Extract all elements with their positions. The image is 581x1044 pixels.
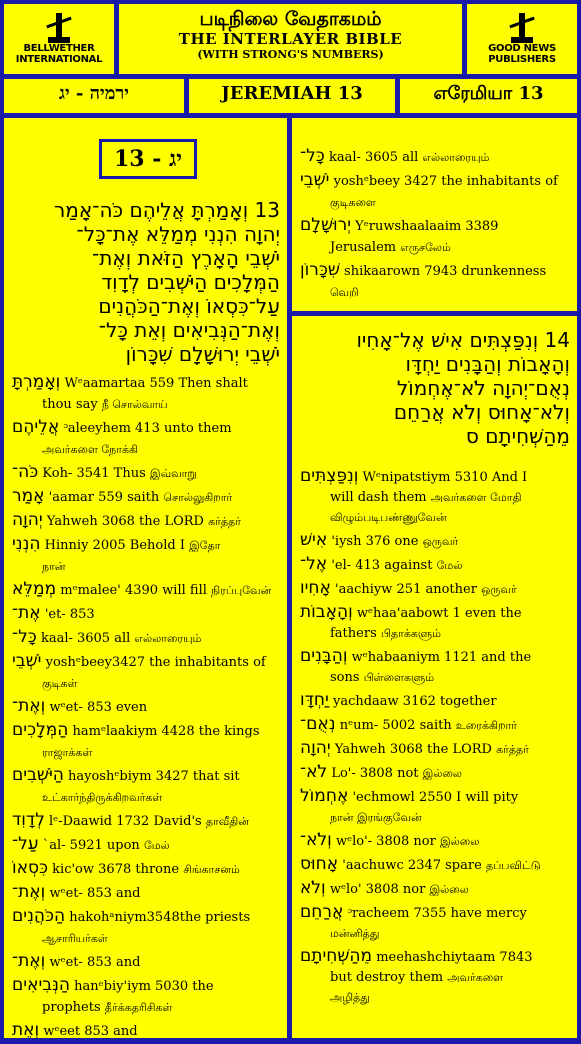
word-entry (300, 738, 572, 760)
hebrew-word: וְלֹא־ (300, 830, 332, 850)
hebrew-word: אָמַר (12, 486, 45, 506)
verse-line: 14 וְנִפַּצְתִּים אִישׁ אֶל־אָחִיו (356, 328, 570, 352)
transliteration: Wᵉaamartaa 559 Then shalt (64, 376, 248, 391)
title-panel (119, 4, 462, 74)
english-gloss: but destroy them (330, 970, 448, 985)
tamil-gloss: பிள்ளைகளும் (363, 671, 435, 684)
verse-line: נְאֻם־יְהוָה לֹא־אֶחְמוֹל (396, 376, 570, 400)
word-entry (300, 646, 572, 688)
bar-english-text: JEREMIAH 13 (221, 83, 363, 104)
tamil-gloss: மன்னித்து (330, 927, 380, 940)
word-entry (300, 762, 572, 784)
hebrew-word: הִנְנִי (12, 534, 41, 554)
hebrew-word: יֹשְׁבֵי (12, 651, 42, 671)
left-word-list (12, 372, 282, 1044)
word-entry (300, 854, 572, 876)
tamil-gloss: சொல்லுகிறார் (163, 491, 233, 504)
entry-continuation (300, 808, 572, 828)
entry-continuation (300, 488, 572, 508)
entry-continuation (12, 787, 282, 808)
hebrew-word: יְרוּשָׁלִָם (300, 215, 352, 235)
word-entry (12, 834, 282, 856)
hebrew-word: יְהוָה (12, 510, 43, 530)
transliteration: ᵓracheem 7355 have mercy (347, 906, 527, 921)
tamil-gloss-cont: அழித்து (330, 991, 370, 1004)
hebrew-word: מֵהַשְׁחִיתָם (300, 946, 373, 966)
bar-tamil-text: எரேமியா 13 (433, 83, 544, 104)
hebrew-word: הַנְּבִיאִים (12, 975, 70, 995)
transliteration: 'et- 853 (44, 607, 95, 622)
left-logo-text: BELLWETHER INTERNATIONAL (15, 43, 103, 65)
entry-continuation (300, 192, 572, 213)
hebrew-word: אָחוּס (300, 854, 339, 874)
hebrew-word: וְאֵת (12, 1020, 40, 1040)
tamil-gloss: நிரப்புவேன் (211, 584, 272, 597)
entry-continuation (300, 624, 572, 644)
transliteration: Wᵉnipatstiym 5310 And I (362, 470, 528, 485)
entry-continuation (300, 968, 572, 988)
tamil-gloss: ஆசாரியர்கள் (42, 932, 108, 945)
word-entry (300, 554, 572, 576)
tamil-gloss: எல்லாரையும் (134, 632, 202, 645)
entry-continuation (12, 673, 282, 694)
word-entry (300, 946, 572, 1008)
left-logo (4, 4, 114, 74)
verse-line: יֹשְׁבֵי הָאָרֶץ הַזֹּאת וְאֶת־ (92, 246, 280, 270)
tamil-gloss: எல்லாரையும் (422, 151, 490, 164)
hebrew-word: הַכֹּהֲנִים (12, 906, 66, 926)
word-entry (300, 578, 572, 600)
hebrew-word: יֹשְׁבֵי (300, 170, 330, 190)
hebrew-word: אֲלֵיהֶם (12, 417, 60, 437)
hebrew-word: וְלֹא (300, 878, 326, 898)
transliteration: hakohᵃniym3548the priests (69, 910, 251, 925)
transliteration: wᵉhabaaniym 1121 and the (351, 650, 532, 665)
transliteration: kaal- 3605 all (328, 150, 423, 165)
good-news-logo-icon (505, 13, 539, 43)
tamil-gloss: ராஜாக்கள் (42, 746, 93, 759)
right-logo (467, 4, 577, 74)
hebrew-word: וְהָאָבוֹת (300, 602, 353, 622)
tamil-gloss: அவர்களை (447, 971, 504, 984)
tamil-gloss: நான் இரங்குவேன் (330, 811, 422, 824)
hebrew-word: וְאֶת־ (12, 951, 46, 971)
tamil-gloss: கர்த்தர் (496, 743, 529, 756)
hebrew-word: אָחִיו (300, 578, 331, 598)
transliteration: hanᵉbiy'iym 5030 the (74, 979, 214, 994)
transliteration: 'aachiyw 251 another (335, 582, 482, 597)
entry-continuation (300, 508, 572, 528)
title-english: THE INTERLAYER BIBLE (178, 30, 403, 48)
tamil-gloss: ஒருவர் (481, 583, 517, 596)
word-entry (300, 714, 572, 736)
entry-continuation (12, 997, 282, 1018)
verse-14 (300, 328, 570, 448)
transliteration: mᵉmalee' 4390 will fill (60, 583, 212, 598)
transliteration: Yᵉruwshaalaaim 3389 (355, 219, 499, 234)
transliteration: ᵓaleeyhem 413 unto them (63, 421, 232, 436)
hebrew-word: הַיֹּשְׁבִים (12, 765, 64, 785)
word-entry (12, 417, 282, 460)
transliteration: nᵉum- 5002 saith (339, 718, 456, 733)
transliteration: hayoshᵉbiym 3427 that sit (68, 769, 240, 784)
word-entry (12, 906, 282, 949)
english-gloss: prophets (42, 1000, 105, 1015)
word-entry (300, 170, 572, 213)
word-entry (12, 720, 282, 763)
word-entry (12, 372, 282, 415)
transliteration: 'el- 413 against (331, 558, 437, 573)
hebrew-word: כָּל־ (300, 146, 325, 166)
transliteration: kaal- 3605 all (40, 631, 135, 646)
hebrew-word: יַחְדָּו (300, 690, 329, 710)
tamil-gloss: தப்பவிட்டு (485, 859, 541, 872)
word-entry (12, 882, 282, 904)
right-word-list (300, 466, 572, 1010)
transliteration: 'iysh 376 one (331, 534, 423, 549)
word-entry (12, 1020, 282, 1042)
verse-line: עַל־כִּסְאוֹ וְאֶת־הַכֹּהֲנִים (98, 294, 280, 318)
verse-line: מֵהַשְׁחִיתָם ס (465, 424, 570, 448)
transliteration: hamᵉlaakiym 4428 the kings (72, 724, 260, 739)
tamil-gloss: அவர்களை நோக்கி (42, 443, 139, 456)
word-entry (300, 530, 572, 552)
transliteration: Hinniy 2005 Behold I (44, 538, 190, 553)
tamil-gloss: மேல் (436, 559, 463, 572)
verse-line: וְלֹא־אָחוּס וְלֹא אֲרַחֵם (393, 400, 570, 424)
transliteration: yoshᵉbeey 3427 the inhabitants of (333, 174, 558, 189)
transliteration: yachdaaw 3162 together (332, 694, 497, 709)
verse-line: וְהָאָבוֹת וְהַבָּנִים יַחְדָּו (405, 352, 570, 376)
word-entry (12, 858, 282, 880)
tamil-gloss: இவ்வாறு (149, 467, 197, 480)
hebrew-word: וְהַבָּנִים (300, 646, 348, 666)
verse-line: יְהוָה הִנְנִי מְמַלֵּא אֶת־כָּל־ (76, 222, 280, 246)
verse-line: וְאֶת־הַנְּבִיאִים וְאֵת כָּל־ (98, 318, 280, 342)
hebrew-word: מְמַלֵּא (12, 579, 57, 599)
word-entry (12, 810, 282, 832)
tamil-gloss: உட்கார்ந்திருக்கிறவர்கள் (42, 791, 163, 804)
hebrew-word: אֶת־ (12, 603, 41, 623)
transliteration: yoshᵉbeey3427 the inhabitants of (45, 655, 266, 670)
entry-continuation (12, 556, 282, 577)
english-gloss: fathers (330, 626, 381, 641)
bar-hebrew (4, 79, 184, 113)
tamil-gloss: இல்லை (429, 883, 469, 896)
tamil-gloss: இதோ (189, 539, 221, 552)
transliteration: meehashchiytaam 7843 (376, 950, 533, 965)
chapter-box: יג - 13 (99, 139, 197, 179)
hebrew-word: לֹא־ (300, 762, 328, 782)
transliteration: wᵉlo' 3808 nor (329, 882, 430, 897)
title-tamil: படிநிலை வேதாகமம் (199, 8, 382, 30)
transliteration: wᵉet- 853 and (49, 955, 141, 970)
hebrew-word: שִׁכָּרוֹן (300, 260, 340, 280)
tamil-gloss: அவர்களை மோதி (430, 491, 522, 504)
hebrew-word: כֹּה־ (12, 462, 39, 482)
bar-english (189, 79, 395, 113)
transliteration: wᵉhaa'aabowt 1 even the (356, 606, 522, 621)
verse-line: הַמְּלָכִים הַיֹּשְׁבִים לְדָוִד (101, 270, 280, 294)
hebrew-word: אִישׁ (300, 530, 328, 550)
word-entry (12, 765, 282, 808)
word-entry (12, 975, 282, 1018)
word-entry (12, 603, 282, 625)
hebrew-word: עַל־ (12, 834, 39, 854)
hebrew-word: כִּסְאוֹ (12, 858, 49, 878)
tamil-gloss: எருசலேம் (400, 241, 451, 254)
tamil-gloss: இல்லை (439, 835, 480, 848)
transliteration: wᵉet- 853 and (49, 886, 141, 901)
word-entry (12, 579, 282, 601)
word-entry (12, 486, 282, 508)
word-entry (300, 690, 572, 712)
entry-continuation (12, 394, 282, 415)
transliteration: kic'ow 3678 throne (52, 862, 184, 877)
word-entry (300, 902, 572, 944)
word-entry (12, 696, 282, 718)
entry-continuation (12, 439, 282, 460)
hebrew-word: וְנִפַּצְתִּים (300, 466, 359, 486)
english-gloss: Jerusalem (330, 240, 401, 255)
tamil-gloss: ஒருவர் (422, 535, 459, 548)
bar-hebrew-text: ירמיה - יג (59, 83, 129, 104)
entry-continuation (12, 742, 282, 763)
entry-continuation (300, 924, 572, 944)
transliteration: 'aachuwc 2347 spare (342, 858, 486, 873)
hebrew-word: וְאֶת־ (12, 882, 46, 902)
tamil-gloss: நீ சொல்வாய் (101, 398, 168, 411)
word-entry (12, 510, 282, 532)
bellwether-logo-icon (42, 13, 76, 43)
tamil-gloss: இல்லை (422, 767, 463, 780)
hebrew-word: הַמְּלָכִים (12, 720, 69, 740)
tamil-gloss: மேல் (143, 839, 170, 852)
verse-13 (14, 198, 280, 366)
hebrew-word: כָּל־ (12, 627, 37, 647)
bar-tamil (400, 79, 577, 113)
english-gloss: thou say (42, 397, 102, 412)
hebrew-word: יְהוָה (300, 738, 331, 758)
right-logo-text: GOOD NEWS PUBLISHERS (488, 43, 556, 65)
word-entry (300, 602, 572, 644)
transliteration: Lo'- 3808 not (331, 766, 423, 781)
transliteration: `al- 5921 upon (42, 838, 144, 853)
hebrew-word: וְאָמַרְתָּ (12, 372, 61, 392)
tamil-gloss: தீர்க்கதரிசிகள் (104, 1001, 173, 1014)
word-entry (300, 260, 572, 303)
title-subtitle: (WITH STRONG'S NUMBERS) (197, 48, 384, 61)
entry-continuation (300, 282, 572, 303)
word-entry (300, 146, 572, 168)
transliteration: Yahweh 3068 the LORD (46, 514, 209, 529)
word-entry (12, 951, 282, 973)
word-entry (300, 466, 572, 528)
hebrew-word: וְאֶת־ (12, 696, 46, 716)
transliteration: wᵉlo'- 3808 nor (335, 834, 440, 849)
tamil-gloss: தாவீதின் (205, 815, 249, 828)
word-entry (12, 651, 282, 694)
transliteration: Koh- 3541 Thus (42, 466, 150, 481)
word-entry (300, 215, 572, 258)
tamil-gloss-cont: நான் (42, 560, 66, 573)
verse-line: 13 וְאָמַרְתָּ אֲלֵיהֶם כֹּה־אָמַר (53, 198, 280, 222)
right-top-word-list (300, 146, 572, 305)
hebrew-word: אֶל־ (300, 554, 328, 574)
word-entry (12, 462, 282, 484)
entry-continuation (300, 988, 572, 1008)
word-entry (300, 786, 572, 828)
entry-continuation (12, 928, 282, 949)
tamil-gloss: பிதாக்களும் (380, 627, 441, 640)
tamil-gloss: வெறி (330, 286, 359, 299)
transliteration: wᵉeet 853 and (43, 1024, 138, 1039)
hebrew-word: אֲרַחֵם (300, 902, 344, 922)
transliteration: 'aamar 559 saith (48, 490, 164, 505)
tamil-gloss: சிங்காசனம் (183, 863, 240, 876)
transliteration: Yahweh 3068 the LORD (334, 742, 497, 757)
tamil-gloss: கர்த்தர் (208, 515, 241, 528)
word-entry (300, 878, 572, 900)
transliteration: lᵉ-Daawid 1732 David's (49, 814, 206, 829)
transliteration: 'echmowl 2550 I will pity (352, 790, 519, 805)
english-gloss: will dash them (330, 490, 431, 505)
verse-line: יֹשְׁבֵי יְרוּשָׁלִָם שִׁכָּרוֹן (125, 342, 280, 366)
hebrew-word: אֶחְמוֹל (300, 786, 349, 806)
tamil-gloss: குடிகளை (330, 196, 376, 209)
transliteration: shikaarown 7943 drunkenness (344, 264, 547, 279)
transliteration: wᵉet- 853 even (49, 700, 148, 715)
hebrew-word: נְאֻם־ (300, 714, 336, 734)
tamil-gloss: குடிகள் (42, 677, 78, 690)
hebrew-word: לְדָוִד (12, 810, 45, 830)
word-entry (12, 534, 282, 577)
entry-continuation (300, 237, 572, 258)
entry-continuation (300, 668, 572, 688)
tamil-gloss: உரைக்கிறார் (455, 719, 517, 732)
english-gloss: sons (330, 670, 364, 685)
word-entry (300, 830, 572, 852)
tamil-gloss-cont: விழும்படிபண்ணுவேன் (330, 511, 447, 524)
word-entry (12, 627, 282, 649)
